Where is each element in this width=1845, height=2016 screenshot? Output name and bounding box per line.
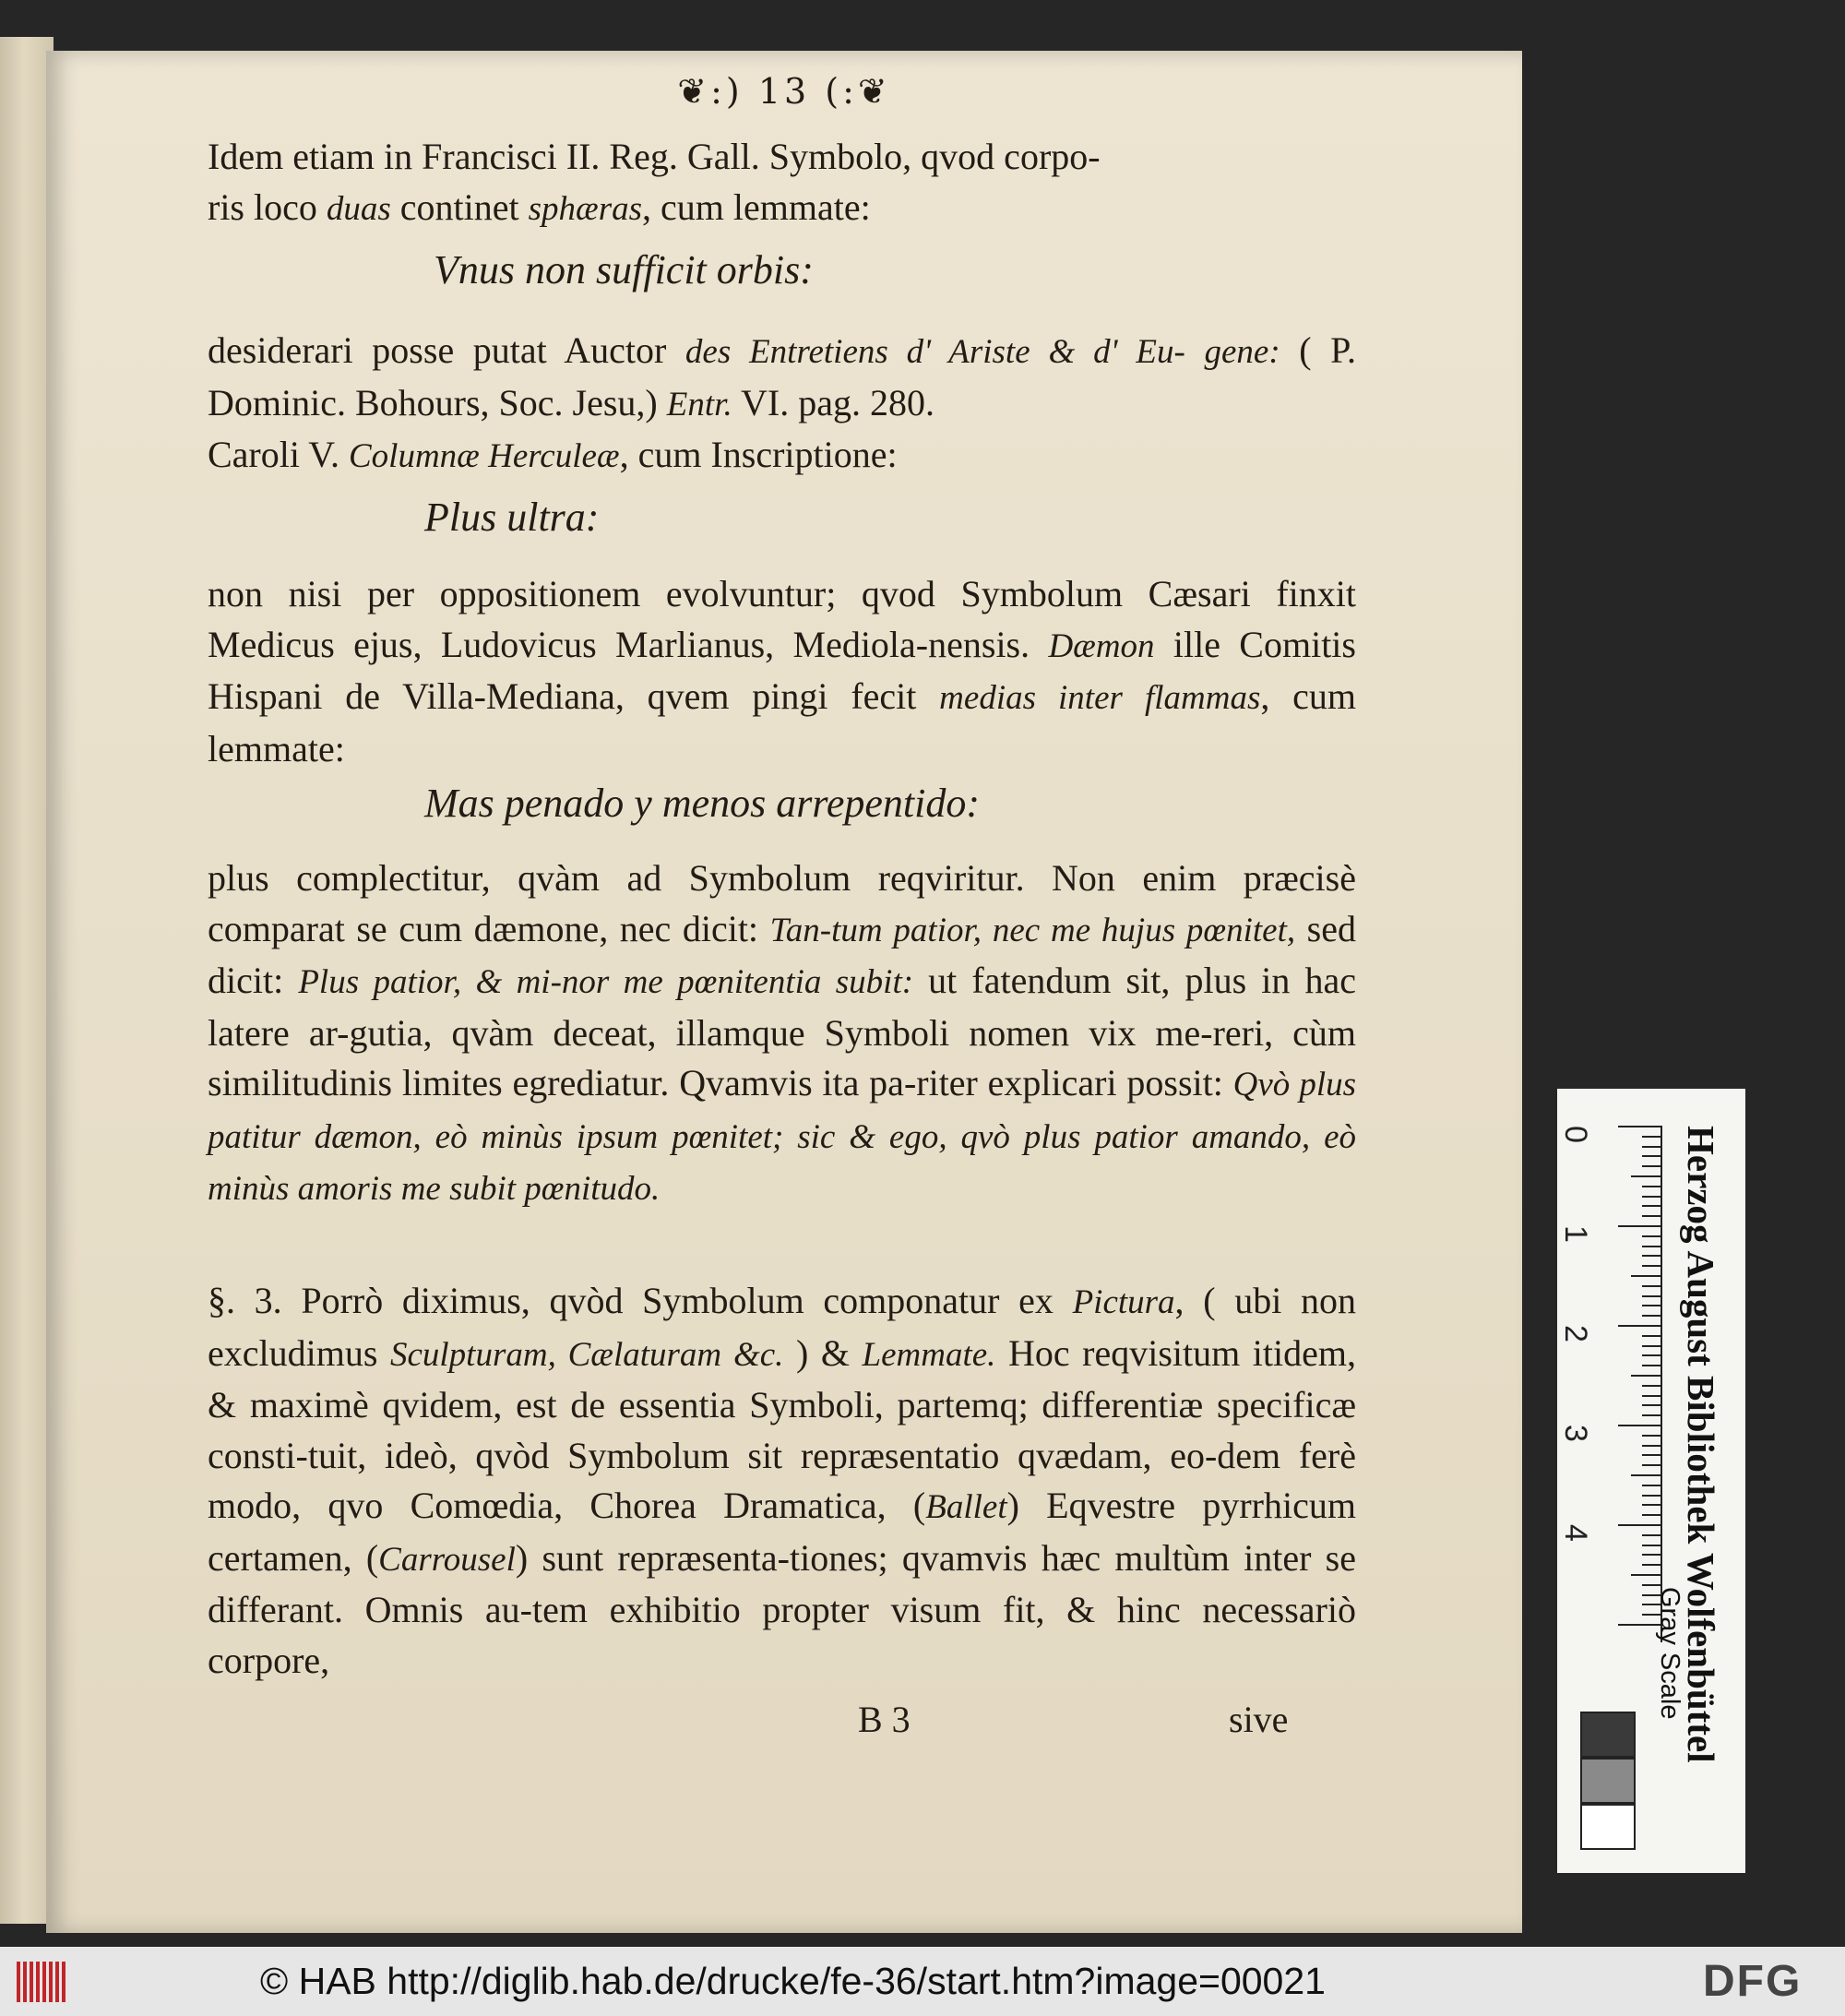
ruler-tick — [1642, 1335, 1660, 1337]
ruler-tick — [1642, 1395, 1660, 1397]
ruler-tick — [1642, 1345, 1660, 1347]
ruler-tick — [1642, 1196, 1660, 1198]
ruler-tick — [1642, 1305, 1660, 1306]
ruler-tick — [1642, 1315, 1660, 1317]
paragraph-3: non nisi per oppositionem evolvuntur; qvod Symbolum Cæsari finxit Medicus ejus, Ludovicus Marlianus, Mediola-nensis. Dæmon ille Comitis Hispani de Villa-Mediana, qvem pingi fecit medias inter flammas, cum lemmate: — [208, 573, 1356, 769]
gray-scale-label: Gray Scale — [1655, 1587, 1684, 1720]
ruler-tick — [1618, 1126, 1660, 1127]
source-url[interactable]: © HAB http://diglib.hab.de/drucke/fe-36/start.htm?image=00021 — [260, 1960, 1326, 2002]
ruler-tick — [1642, 1205, 1660, 1207]
ruler-tick — [1642, 1454, 1660, 1456]
paragraph-5: §. 3. Porrò diximus, qvòd Symbolum componatur ex Pictura, ( ubi non excludimus Sculpturam, Cælaturam &c. ) & Lemmate. Hoc reqvisitum itidem, & maximè qvidem, est de essentia Symboli, partemq; differentiæ specificæ consti-tuit, ideò, qvòd Symbolum sit repræsentatio qvædam, eo-dem ferè modo, qvo Comœdia, Chorea Dramatica, (Ballet) Eqvestre pyrrhicum certamen, (Carrousel) sunt repræsenta-tiones; qvamvis hæc multùm inter se differant. Omnis au-tem exhibitio propter visum fit, & hinc necessariò corpore, — [208, 1280, 1357, 1681]
ruler-tick — [1642, 1186, 1660, 1187]
dfg-logo: DFG — [1703, 1957, 1803, 2006]
ruler-tick — [1642, 1136, 1660, 1138]
ruler-tick — [1642, 1514, 1660, 1516]
ruler-number: 0 — [1557, 1126, 1593, 1143]
library-name: Herzog August Bibliothek Wolfenbüttel — [1680, 1126, 1722, 1763]
ruler-number: 2 — [1557, 1325, 1593, 1342]
ruler-tick — [1642, 1534, 1660, 1536]
motto-3: Mas penado y menos arrepentido: — [424, 781, 981, 826]
ruler-number: 1 — [1557, 1225, 1593, 1243]
ruler-tick — [1642, 1146, 1660, 1148]
ruler-number: 3 — [1557, 1425, 1593, 1442]
ruler-tick — [1642, 1155, 1660, 1157]
ruler-tick — [1642, 1295, 1660, 1297]
gray-swatch-dark — [1580, 1712, 1636, 1758]
hab-logo-icon — [17, 1962, 81, 2002]
ruler-numbers — [1557, 1116, 1622, 1762]
ruler-tick — [1618, 1524, 1660, 1526]
motto-2: Plus ultra: — [424, 495, 600, 540]
ruler-tick — [1642, 1564, 1660, 1566]
ruler-tick — [1642, 1265, 1660, 1267]
ruler-tick — [1642, 1414, 1660, 1416]
ruler-tick — [1631, 1275, 1660, 1277]
ruler-tick — [1642, 1545, 1660, 1546]
ruler-tick — [1642, 1445, 1660, 1447]
ruler-tick — [1642, 1554, 1660, 1556]
gray-swatch-light — [1580, 1804, 1636, 1850]
motto-1: Vnus non sufficit orbis: — [434, 247, 814, 292]
ruler-number: 4 — [1557, 1524, 1593, 1542]
paragraph-4: plus complectitur, qvàm ad Symbolum reqviritur. Non enim præcisè comparat se cum dæmone, nec dicit: Tan-tum patior, nec me hujus pœnitet, sed dicit: Plus patior, & mi-nor me pœnitentia subit: ut fatendum sit, plus in hac latere ar-gutia, qvàm deceat, illamque Symboli nomen vix me-reri, cùm similitudinis limites egrediatur. Qvamvis ita pa-riter explicari possit: Qvò plus patitur dæmon, eò minùs ipsum pœnitet; sic & ego, qvò plus patior amando, eò minùs amoris me subit pœnitudo. — [208, 857, 1357, 1208]
ruler-tick — [1642, 1354, 1660, 1356]
ruler-labels — [1655, 1126, 1732, 1845]
ruler-tick — [1631, 1175, 1660, 1177]
ruler-tick — [1631, 1375, 1660, 1377]
ruler-tick — [1642, 1215, 1660, 1217]
catchword: sive — [1229, 1699, 1289, 1740]
ruler-tick — [1642, 1495, 1660, 1497]
ruler-tick — [1642, 1385, 1660, 1387]
ruler-tick — [1618, 1325, 1660, 1327]
ruler-tick — [1618, 1425, 1660, 1426]
ruler-tick — [1642, 1504, 1660, 1506]
ruler-tick — [1642, 1165, 1660, 1167]
book-page — [46, 51, 1522, 1933]
ruler-tick — [1642, 1246, 1660, 1247]
viewer-footer-bar — [0, 1947, 1845, 2016]
ruler-tick — [1642, 1464, 1660, 1466]
ruler-ticks — [1618, 1126, 1664, 1642]
ruler-tick — [1618, 1225, 1660, 1227]
paragraph-2: desiderari posse putat Auctor des Entretiens d' Ariste & d' Eu- gene: ( P. Dominic. Bohours, Soc. Jesu,) Entr. VI. pag. 280. Caroli V. Columnæ Herculeæ, cum Inscriptione: — [208, 329, 1356, 475]
ruler-tick — [1631, 1474, 1660, 1476]
signature-mark: B 3 — [858, 1699, 911, 1740]
color-ruler — [1557, 1089, 1745, 1873]
ruler-tick — [1642, 1584, 1660, 1586]
ruler-tick — [1642, 1285, 1660, 1287]
page-header: ❦:) 13 (:❦ — [677, 71, 891, 112]
ruler-tick — [1642, 1435, 1660, 1437]
ruler-tick — [1642, 1404, 1660, 1406]
ruler-tick — [1642, 1255, 1660, 1257]
ruler-tick — [1642, 1485, 1660, 1486]
ruler-tick — [1631, 1574, 1660, 1576]
ruler-tick — [1642, 1365, 1660, 1366]
gray-swatch-mid — [1580, 1758, 1636, 1804]
paragraph-1: Idem etiam in Francisci II. Reg. Gall. Symbolo, qvod corpo- ris loco duas continet sphæras, cum lemmate: — [208, 136, 1101, 228]
ruler-tick — [1642, 1235, 1660, 1237]
